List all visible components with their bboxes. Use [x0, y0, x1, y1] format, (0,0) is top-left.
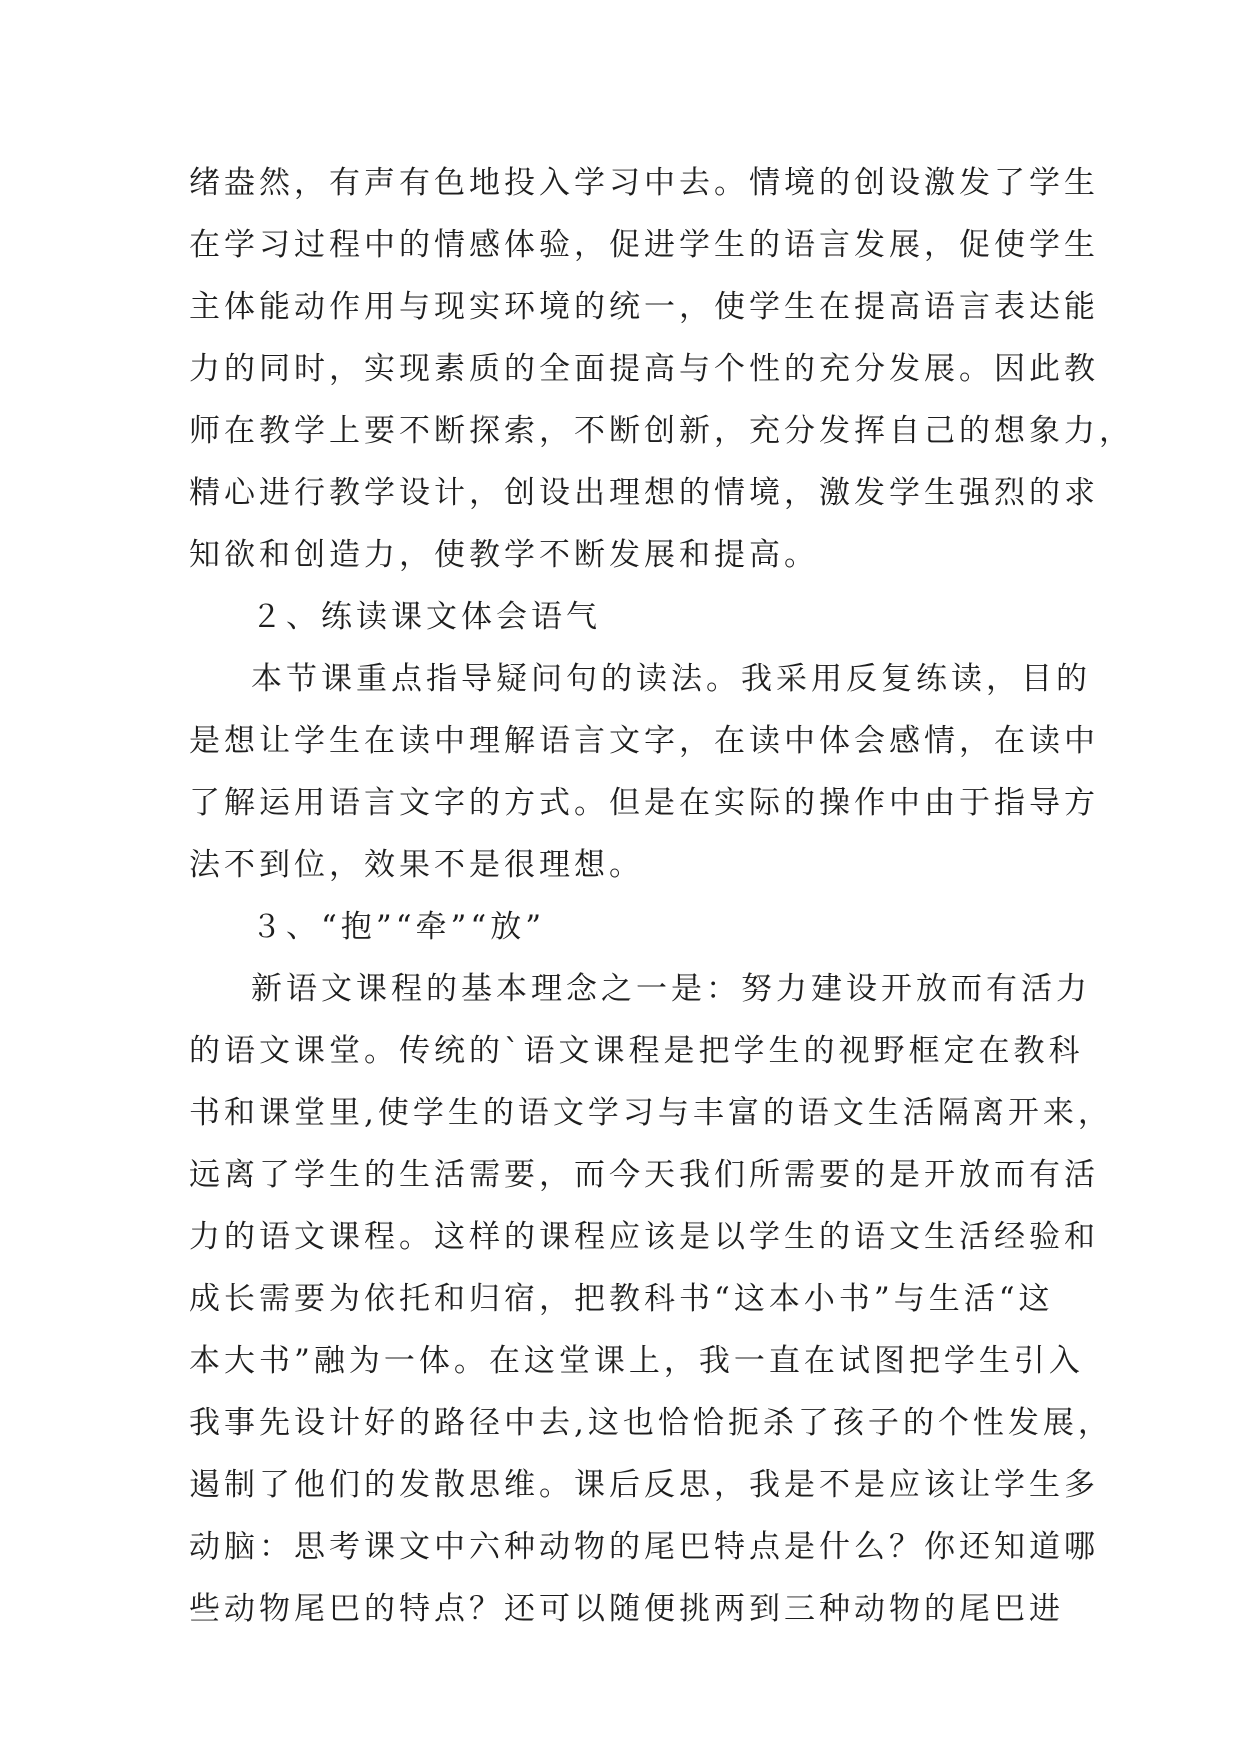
paragraph-line: 知欲和创造力，使教学不断发展和提高。 — [189, 537, 819, 573]
paragraph-line: 新语文课程的基本理念之一是：努力建设开放而有活力 — [251, 971, 1091, 1007]
paragraph-line: 了解运用语言文字的方式。但是在实际的操作中由于指导方 — [189, 785, 1099, 821]
paragraph-line: 力的语文课程。这样的课程应该是以学生的语文生活经验和 — [189, 1219, 1099, 1255]
paragraph-line: 是想让学生在读中理解语言文字，在读中体会感情，在读中 — [189, 723, 1099, 759]
paragraph-line: 绪盎然，有声有色地投入学习中去。情境的创设激发了学生 — [189, 165, 1099, 201]
paragraph-line: 的语文课堂。传统的`语文课程是把学生的视野框定在教科 — [189, 1033, 1084, 1069]
paragraph-line: 我事先设计好的路径中去,这也恰恰扼杀了孩子的个性发展， — [189, 1405, 1113, 1441]
paragraph-line: 遏制了他们的发散思维。课后反思，我是不是应该让学生多 — [189, 1467, 1099, 1503]
section-heading-2: ２、练读课文体会语气 — [251, 599, 601, 635]
section-heading-3: ３、“抱”“牵”“放” — [251, 909, 546, 945]
paragraph-line: 师在教学上要不断探索，不断创新，充分发挥自己的想象力， — [189, 413, 1134, 449]
paragraph-line: 法不到位，效果不是很理想。 — [189, 847, 644, 883]
document-body — [189, 152, 1134, 1640]
paragraph-line: 动脑：思考课文中六种动物的尾巴特点是什么？你还知道哪 — [189, 1529, 1099, 1565]
paragraph-line: 本节课重点指导疑问句的读法。我采用反复练读，目的 — [251, 661, 1091, 697]
paragraph-line: 在学习过程中的情感体验，促进学生的语言发展，促使学生 — [189, 227, 1099, 263]
paragraph-line: 些动物尾巴的特点？还可以随便挑两到三种动物的尾巴进 — [189, 1591, 1064, 1627]
paragraph-line: 成长需要为依托和归宿，把教科书“这本小书”与生活“这 — [189, 1281, 1054, 1317]
paragraph-line: 本大书”融为一体。在这堂课上，我一直在试图把学生引入 — [189, 1343, 1084, 1379]
paragraph-line: 力的同时，实现素质的全面提高与个性的充分发展。因此教 — [189, 351, 1099, 387]
paragraph-line: 远离了学生的生活需要，而今天我们所需要的是开放而有活 — [189, 1157, 1099, 1193]
paragraph-line: 主体能动作用与现实环境的统一，使学生在提高语言表达能 — [189, 289, 1099, 325]
paragraph-line: 书和课堂里,使学生的语文学习与丰富的语文生活隔离开来， — [189, 1095, 1113, 1131]
paragraph-line: 精心进行教学设计，创设出理想的情境，激发学生强烈的求 — [189, 475, 1099, 511]
